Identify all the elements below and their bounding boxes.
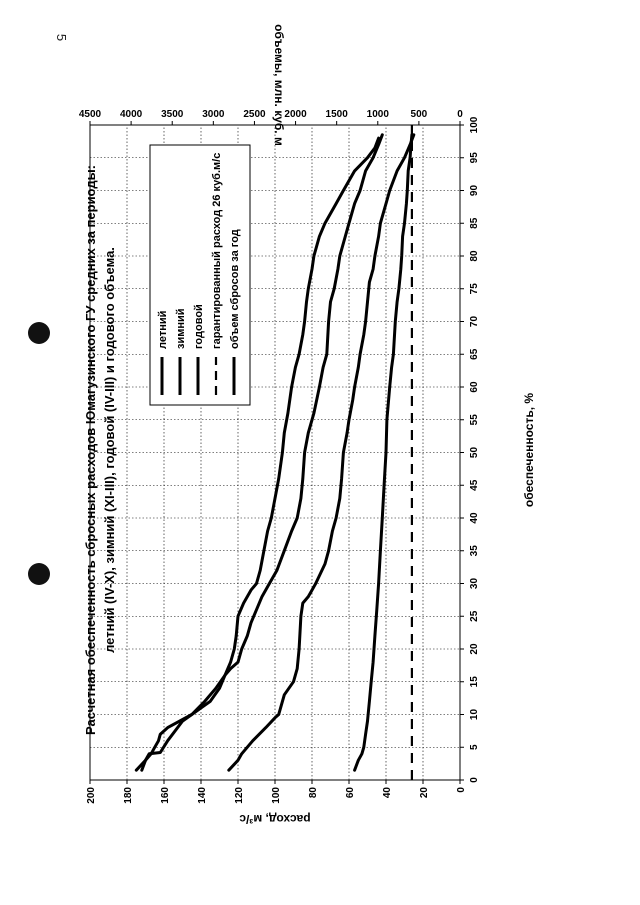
y-axis-label: расход, м³/с xyxy=(239,812,311,826)
x-tick-label: 55 xyxy=(469,414,480,426)
y-tick-label: 40 xyxy=(382,787,393,799)
y2-tick-labels xyxy=(79,109,463,120)
y2-tick-label: 0 xyxy=(457,109,463,120)
y2-tick-label: 3000 xyxy=(202,109,225,120)
x-tick-label: 65 xyxy=(469,348,480,360)
x-tick-label: 85 xyxy=(469,217,480,229)
y2-tick-label: 500 xyxy=(410,109,428,120)
legend-label: годовой xyxy=(193,304,205,349)
y2-tick-label: 3500 xyxy=(161,109,184,120)
x-tick-label: 25 xyxy=(469,610,480,622)
x-tick-label: 0 xyxy=(469,777,480,783)
y-tick-label: 140 xyxy=(197,787,208,804)
x-tick-label: 90 xyxy=(469,184,480,197)
y2-axis-label: объемы, млн. куб. м xyxy=(272,24,286,146)
legend-label: летний xyxy=(157,310,169,349)
y2-tick-label: 4500 xyxy=(78,109,102,120)
x-tick-label: 50 xyxy=(469,446,480,459)
x-tick-label: 5 xyxy=(469,744,480,751)
legend-label: объем сбросов за год xyxy=(229,229,241,349)
y2-tick-label: 1000 xyxy=(366,109,389,120)
x-axis-label: обеспеченность, % xyxy=(522,392,536,508)
legend-label: зимний xyxy=(175,308,187,349)
x-tick-label: 70 xyxy=(469,315,480,328)
y-tick-label: 20 xyxy=(419,787,430,799)
y-tick-label: 180 xyxy=(123,787,134,804)
chart-title-line1: Расчетная обеспеченность сбросных расходов Юмагузинского ГУ средних за периоды: xyxy=(83,164,98,736)
x-tick-label: 80 xyxy=(469,250,480,262)
y2-tick-label: 4000 xyxy=(119,109,143,120)
x-tick-labels xyxy=(469,116,480,783)
x-tick-label: 10 xyxy=(469,708,480,721)
y2-tick-label: 2000 xyxy=(284,109,307,120)
x-tick-label: 95 xyxy=(469,152,480,164)
x-tick-label: 30 xyxy=(469,577,480,590)
x-tick-label: 15 xyxy=(469,676,480,688)
y-tick-labels xyxy=(86,787,467,804)
legend-label: гарантированный расход 26 куб.м/с xyxy=(211,152,223,349)
x-tick-label: 75 xyxy=(469,283,480,295)
y-tick-label: 200 xyxy=(86,787,97,804)
page-number: 5 xyxy=(54,33,70,42)
x-tick-label: 35 xyxy=(469,545,480,557)
grid xyxy=(90,121,464,784)
x-tick-label: 40 xyxy=(469,512,480,524)
y2-tick-label: 2500 xyxy=(243,109,266,120)
y2-tick-label: 1500 xyxy=(325,109,348,120)
y-tick-label: 100 xyxy=(271,787,282,804)
y-tick-label: 0 xyxy=(456,787,467,793)
y-tick-label: 120 xyxy=(234,787,245,804)
y-tick-label: 60 xyxy=(345,787,356,799)
y-tick-label: 160 xyxy=(160,787,171,804)
chart-title-line2: летний (IV-X), зимний (XI-III), годовой (IV-III) и годового объема. xyxy=(102,247,117,653)
x-tick-label: 20 xyxy=(469,643,480,655)
x-tick-label: 45 xyxy=(469,479,480,491)
y-tick-label: 80 xyxy=(308,787,319,799)
x-tick-label: 100 xyxy=(469,116,480,134)
legend xyxy=(150,145,250,405)
x-tick-label: 60 xyxy=(469,381,480,393)
